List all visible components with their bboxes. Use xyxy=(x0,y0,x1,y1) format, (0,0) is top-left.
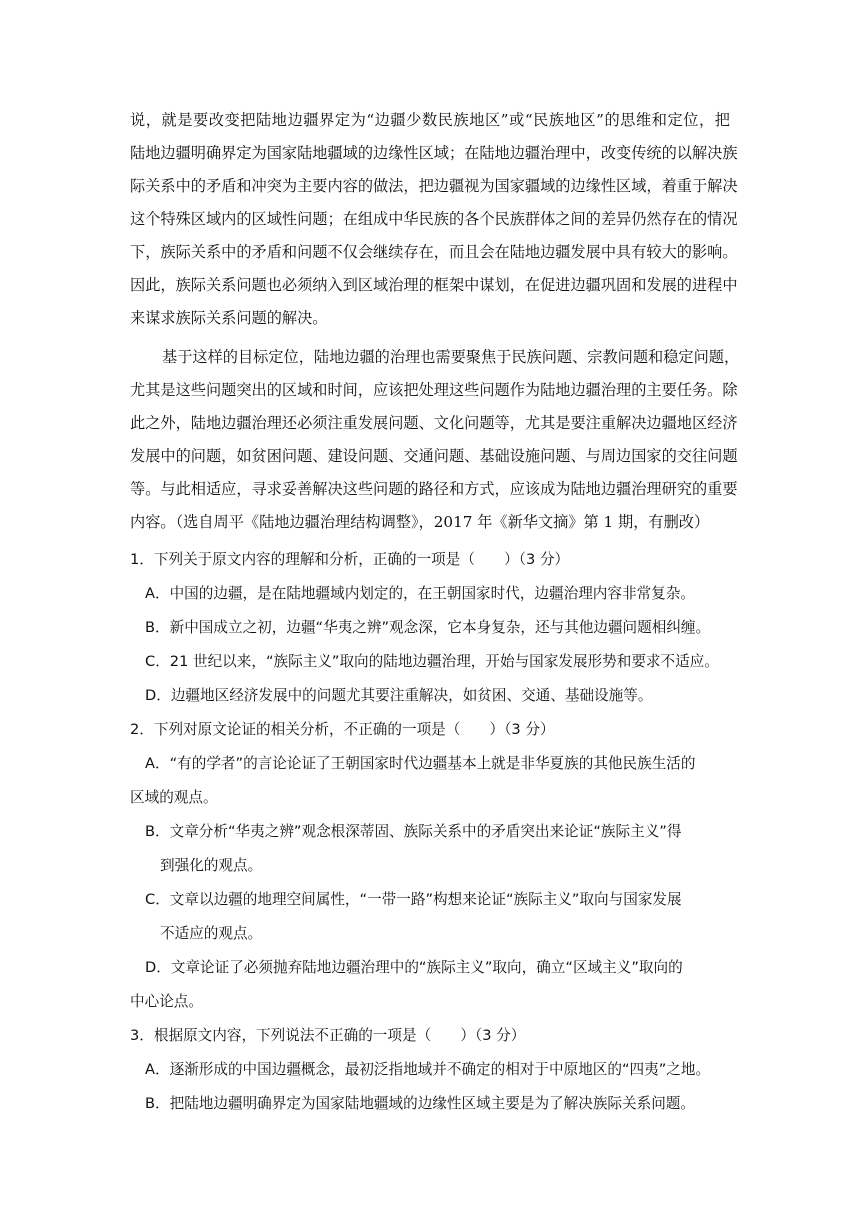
question-2-option-d-cont: 中心论点。 xyxy=(130,993,203,1010)
question-2-option-b: B．文章分析“华夷之辨”观念根深蒂固、族际关系中的矛盾突出来论证“族际主义”得 xyxy=(145,823,682,840)
question-1-stem: 1．下列关于原文内容的理解和分析，正确的一项是（ ）（3 分） xyxy=(130,551,570,568)
passage-line: 基于这样的目标定位，陆地边疆的治理也需要聚焦于民族问题、宗教问题和稳定问题， xyxy=(162,348,740,366)
question-2-option-c: C．文章以边疆的地理空间属性，“一带一路”构想来论证“族际主义”取向与国家发展 xyxy=(145,891,682,908)
passage-line: 内容。（选自周平《陆地边疆治理结构调整》，2017 年《新华文摘》第 1 期，有删改） xyxy=(130,513,710,531)
question-2-stem: 2．下列对原文论证的相关分析，不正确的一项是（ ）（3 分） xyxy=(130,721,555,738)
passage-line: 此之外，陆地边疆治理还必须注重发展问题、文化问题等，尤其是要注重解决边疆地区经济 xyxy=(130,414,738,432)
passage-line: 等。与此相适应，寻求妥善解决这些问题的路径和方式，应该成为陆地边疆治理研究的重要 xyxy=(130,480,738,498)
question-2-option-b-cont: 到强化的观点。 xyxy=(160,857,263,874)
question-1-option-a: A．中国的边疆，是在陆地疆域内划定的，在王朝国家时代，边疆治理内容非常复杂。 xyxy=(145,585,695,602)
passage-line: 发展中的问题，如贫困问题、建设问题、交通问题、基础设施问题、与周边国家的交往问题 xyxy=(130,447,738,465)
question-3-option-b: B．把陆地边疆明确界定为国家陆地疆域的边缘性区域主要是为了解决族际关系问题。 xyxy=(145,1095,695,1112)
question-2-option-a-cont: 区域的观点。 xyxy=(130,789,218,806)
passage-line: 因此，族际关系问题也必须纳入到区域治理的框架中谋划，在促进边疆巩固和发展的进程中 xyxy=(130,276,738,294)
passage-line: 这个特殊区域内的区域性问题；在组成中华民族的各个民族群体之间的差异仍然存在的情况 xyxy=(130,210,738,228)
question-1-option-c: C．21 世纪以来，“族际主义”取向的陆地边疆治理，开始与国家发展形势和要求不适应。 xyxy=(145,653,719,670)
passage-line: 际关系中的矛盾和冲突为主要内容的做法，把边疆视为国家疆域的边缘性区域，着重于解决 xyxy=(130,177,738,195)
question-1-option-b: B．新中国成立之初，边疆“华夷之辨”观念深，它本身复杂，还与其他边疆问题相纠缠。 xyxy=(145,619,711,636)
question-3-option-a: A．逐渐形成的中国边疆概念，最初泛指地域并不确定的相对于中原地区的“四夷”之地。 xyxy=(145,1061,711,1078)
question-2-option-d: D．文章论证了必须抛弃陆地边疆治理中的“族际主义”取向，确立“区域主义”取向的 xyxy=(145,959,683,976)
question-2-option-c-cont: 不适应的观点。 xyxy=(160,925,263,942)
passage-line: 来谋求族际关系问题的解决。 xyxy=(130,309,328,327)
passage-line: 说，就是要改变把陆地边疆界定为“边疆少数民族地区”或“民族地区”的思维和定位，把 xyxy=(130,111,730,129)
question-1-option-d: D．边疆地区经济发展中的问题尤其要注重解决，如贫困、交通、基础设施等。 xyxy=(145,687,653,704)
passage-line: 陆地边疆明确界定为国家陆地疆域的边缘性区域；在陆地边疆治理中，改变传统的以解决族 xyxy=(130,144,738,162)
question-2-option-a: A．“有的学者”的言论论证了王朝国家时代边疆基本上就是非华夏族的其他民族生活的 xyxy=(145,755,696,772)
passage-line: 尤其是这些问题突出的区域和时间，应该把处理这些问题作为陆地边疆治理的主要任务。除 xyxy=(130,381,738,399)
question-3-stem: 3．根据原文内容，下列说法不正确的一项是（ ）（3 分） xyxy=(130,1027,526,1044)
passage-line: 下，族际关系中的矛盾和问题不仅会继续存在，而且会在陆地边疆发展中具有较大的影响。 xyxy=(130,243,738,261)
